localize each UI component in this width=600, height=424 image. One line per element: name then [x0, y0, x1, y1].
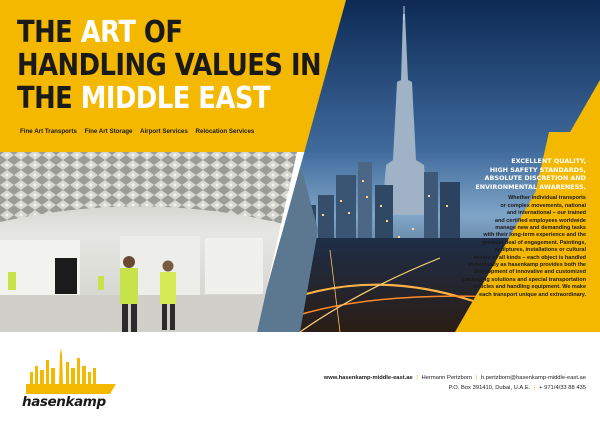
contact-line-2 — [324, 383, 586, 393]
headline — [17, 16, 321, 115]
side-lead — [396, 157, 586, 191]
contact-name: Hermann Pertzborn — [421, 375, 473, 381]
body-line: and certified employees worldwide — [494, 217, 586, 224]
headline-text: THE — [17, 15, 81, 50]
headline-line-1 — [17, 16, 321, 49]
phone-number: + 971/4/33 88 435 — [539, 385, 586, 391]
address: P.O. Box 391410, Dubai, U.A.E. — [448, 385, 531, 391]
skyline-logo-icon — [26, 348, 116, 396]
lead-line: ENVIRONMENTAL AWARENESS. — [475, 182, 586, 191]
side-body — [396, 195, 586, 299]
headline-line-3 — [17, 82, 321, 115]
body-line: development of innovative and customized — [473, 269, 586, 276]
separator: | — [533, 385, 536, 391]
service-item: Airport Services — [139, 128, 188, 135]
brand-logo: hasenkamp — [22, 394, 106, 410]
separator: | — [475, 375, 478, 381]
body-line: with their long-term experience and the — [483, 232, 586, 239]
body-line: Whether individual transports — [508, 195, 586, 202]
body-line: greatest deal of engagement. Paintings, — [482, 239, 586, 246]
body-line: and international – our trained — [506, 210, 586, 217]
body-line: packaging solutions and special transportation — [462, 276, 586, 283]
headline-text: THE — [17, 81, 81, 116]
email-link[interactable]: h.pertzborn@hasenkamp-middle-east.ae — [480, 375, 586, 381]
website-link[interactable]: www.hasenkamp-middle-east.ae — [323, 375, 413, 381]
body-line: individually as hasenkamp provides both the — [468, 262, 586, 269]
separator: | — [416, 375, 418, 381]
contact-info — [324, 373, 586, 393]
lead-line: HIGH SAFETY STANDARDS, — [489, 165, 586, 174]
body-line: vehicles and handling equipment. We make — [472, 284, 586, 291]
body-line: or complex movements, national — [500, 202, 586, 209]
services-list — [20, 128, 260, 135]
service-item: Relocation Services — [195, 128, 255, 135]
service-item: Fine Art Transports — [20, 128, 77, 135]
headline-highlight: ART — [80, 15, 136, 50]
body-line: manage new and demanding tasks — [495, 225, 586, 231]
headline-line-2: HANDLING VALUES IN — [17, 48, 322, 83]
headline-text: OF — [135, 15, 183, 50]
body-line: each transport unique and extraordinary. — [479, 291, 586, 298]
side-text — [396, 157, 586, 299]
service-item: Fine Art Storage — [84, 128, 133, 135]
body-line: sculptures, installations or cultural — [494, 247, 586, 254]
lead-line: EXCELLENT QUALITY, — [511, 157, 586, 165]
contact-line-1 — [324, 373, 586, 383]
body-line: assets of all kinds – each object is handled — [473, 254, 586, 261]
lead-line: ABSOLUTE DISCRETION AND — [484, 174, 586, 183]
headline-highlight: MIDDLE EAST — [80, 81, 270, 116]
